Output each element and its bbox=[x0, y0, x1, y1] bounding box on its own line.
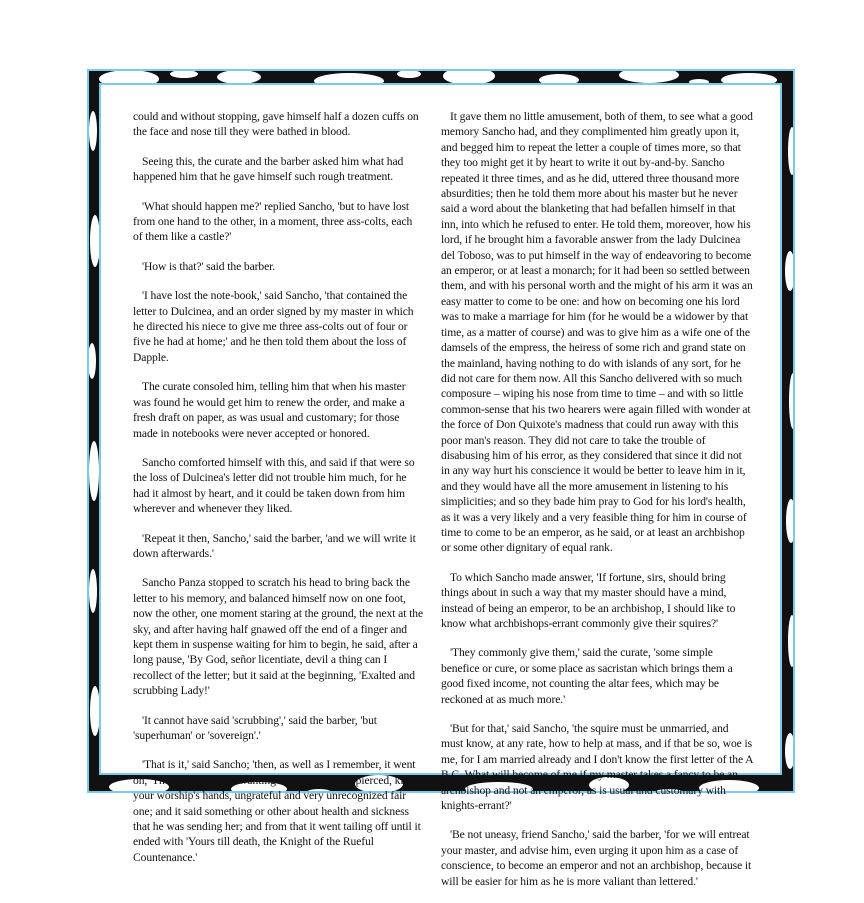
paragraph: 'Repeat it then, Sancho,' said the barber, 'and we will write it down afterwards.' bbox=[133, 531, 416, 560]
paragraph: 'They commonly give them,' said the curate, 'some simple benefice or cure, or some place as sacristan which brings them a good fixed income, not counting the altar fees, which may be reckoned at as much more.' bbox=[441, 646, 733, 706]
right-text-column bbox=[441, 109, 753, 903]
paragraph: Sancho comforted himself with this, and said if that were so the loss of Dulcinea's letter did not trouble him much, for he had it almost by heart, and it could be taken down from him wherever and whenever they liked. bbox=[133, 455, 415, 516]
paragraph: Seeing this, the curate and the barber asked him what had happened him that he gave himself such rough treatment. bbox=[133, 154, 404, 184]
paragraph: Sancho Panza stopped to scratch his head to bring back the letter to his memory, and balanced himself now on one foot, now the other, one moment staring at the ground, the next at the sky, and after having half gnawed off the end of a finger and kept them in suspense waiting for him to begin, he said, after a long pause, 'By God, señor licentiate, devil a thing can I recollect of the letter; but it said at the beginning, 'Exalted and scrubbing Lady!' bbox=[133, 576, 423, 698]
paragraph: To which Sancho made answer, 'If fortune, sirs, should bring things about in such a way that my master should have a mind, instead of being an emperor, to be an archbishop, I should like to know what archbishops-errant commonly give their squires?' bbox=[441, 570, 736, 630]
book-page bbox=[99, 83, 782, 888]
paragraph: 'That is it,' said Sancho; 'then, as well as I remember, it went on, 'The wounded, and wanting of sleep, and the pierced, kisses your worship's hands, ungrateful and very unrecognized fair one; and it said something or other about health and sickness that he was sending her; and from that it went tailing off until it ended with 'Yours till death, the Knight of the Rueful Countenance.' bbox=[133, 758, 422, 864]
paragraph: It gave them no little amusement, both of them, to see what a good memory Sancho had, and they complimented him greatly upon it, and begged him to repeat the letter a couple of times more, so that they too might get it by heart to write it out by-and-by. Sancho repeated it three times, and as he did, uttered three thousand more absurdities; then he told them more about his master but he never said a word about the blanketing that had befallen himself in that inn, into which he refused to enter. He told them, moreover, how his lord, if he brought him a favorable answer from the lady Dulcinea del Toboso, was to put himself in the way of endeavoring to become an emperor, or at least a monarch; for it had been so settled between them, and with his personal worth and the might of his arm it was an easy matter to come to be one: and how on becoming one his lord was to make a marriage for him (for he would be a widower by that time, as a matter of course) and was to give him as a wife one of the damsels of the empress, the heiress of some rich and grand state on the mainland, having nothing to do with islands of any sort, for he did not care for them now. All this Sancho delivered with so much composure – wiping his nose from time to time – and with so little common-sense that his two hearers were again filled with wonder at the force of Don Quixote's madness that could run away with this poor man's reason. They did not care to take the trouble of disabusing him of his error, as they considered that since it did not in any way hurt his conscience it would be better to leave him in it, and they would have all the more amusement in listening to his simplicities; and so they bade him pray to God for his lord's health, as it was a very likely and a very feasible thing for him in course of time to come to be an emperor, as he said, or at least an archbishop or some other dignitary of equal rank. bbox=[441, 110, 753, 555]
paragraph: 'Be not uneasy, friend Sancho,' said the barber, 'for we will entreat your master, and advise him, even urging it upon him as a case of conscience, to become an emperor and not an archbishop, because it will be easier for him as he is more valiant than lettered.' bbox=[441, 828, 752, 888]
paragraph: 'It cannot have said 'scrubbing',' said the barber, 'but 'superhuman' or 'sovereign'.' bbox=[133, 713, 377, 742]
paragraph: 'But for that,' said Sancho, 'the squire must be unmarried, and must know, at any rate, how to help at mass, and if that be so, woe is me, for I am married already and I don't know the first letter of the A B C. What will become of me if my master takes a fancy to be an archbishop and not an emperor, as is usual and customary with knights-errant?' bbox=[441, 722, 753, 813]
paragraph: 'What should happen me?' replied Sancho, 'but to have lost from one hand to the other, in a moment, three ass-colts, each of them like a castle?' bbox=[133, 199, 413, 244]
paragraph: 'I have lost the note-book,' said Sancho, 'that contained the letter to Dulcinea, and an order signed by my master in which he directed his niece to give me three ass-colts out of four or five he had at home;' and he then told them about the loss of Dapple. bbox=[133, 289, 414, 364]
left-text-column bbox=[133, 109, 423, 879]
paragraph: could and without stopping, gave himself half a dozen cuffs on the face and nose till they were bathed in blood. bbox=[133, 110, 419, 139]
paragraph: The curate consoled him, telling him that when his master was found he would get him to renew the order, and make a fresh draft on paper, as was usual and customary; for those made in notebooks were never accepted or honored. bbox=[133, 380, 406, 440]
paragraph: 'How is that?' said the barber. bbox=[142, 259, 276, 273]
